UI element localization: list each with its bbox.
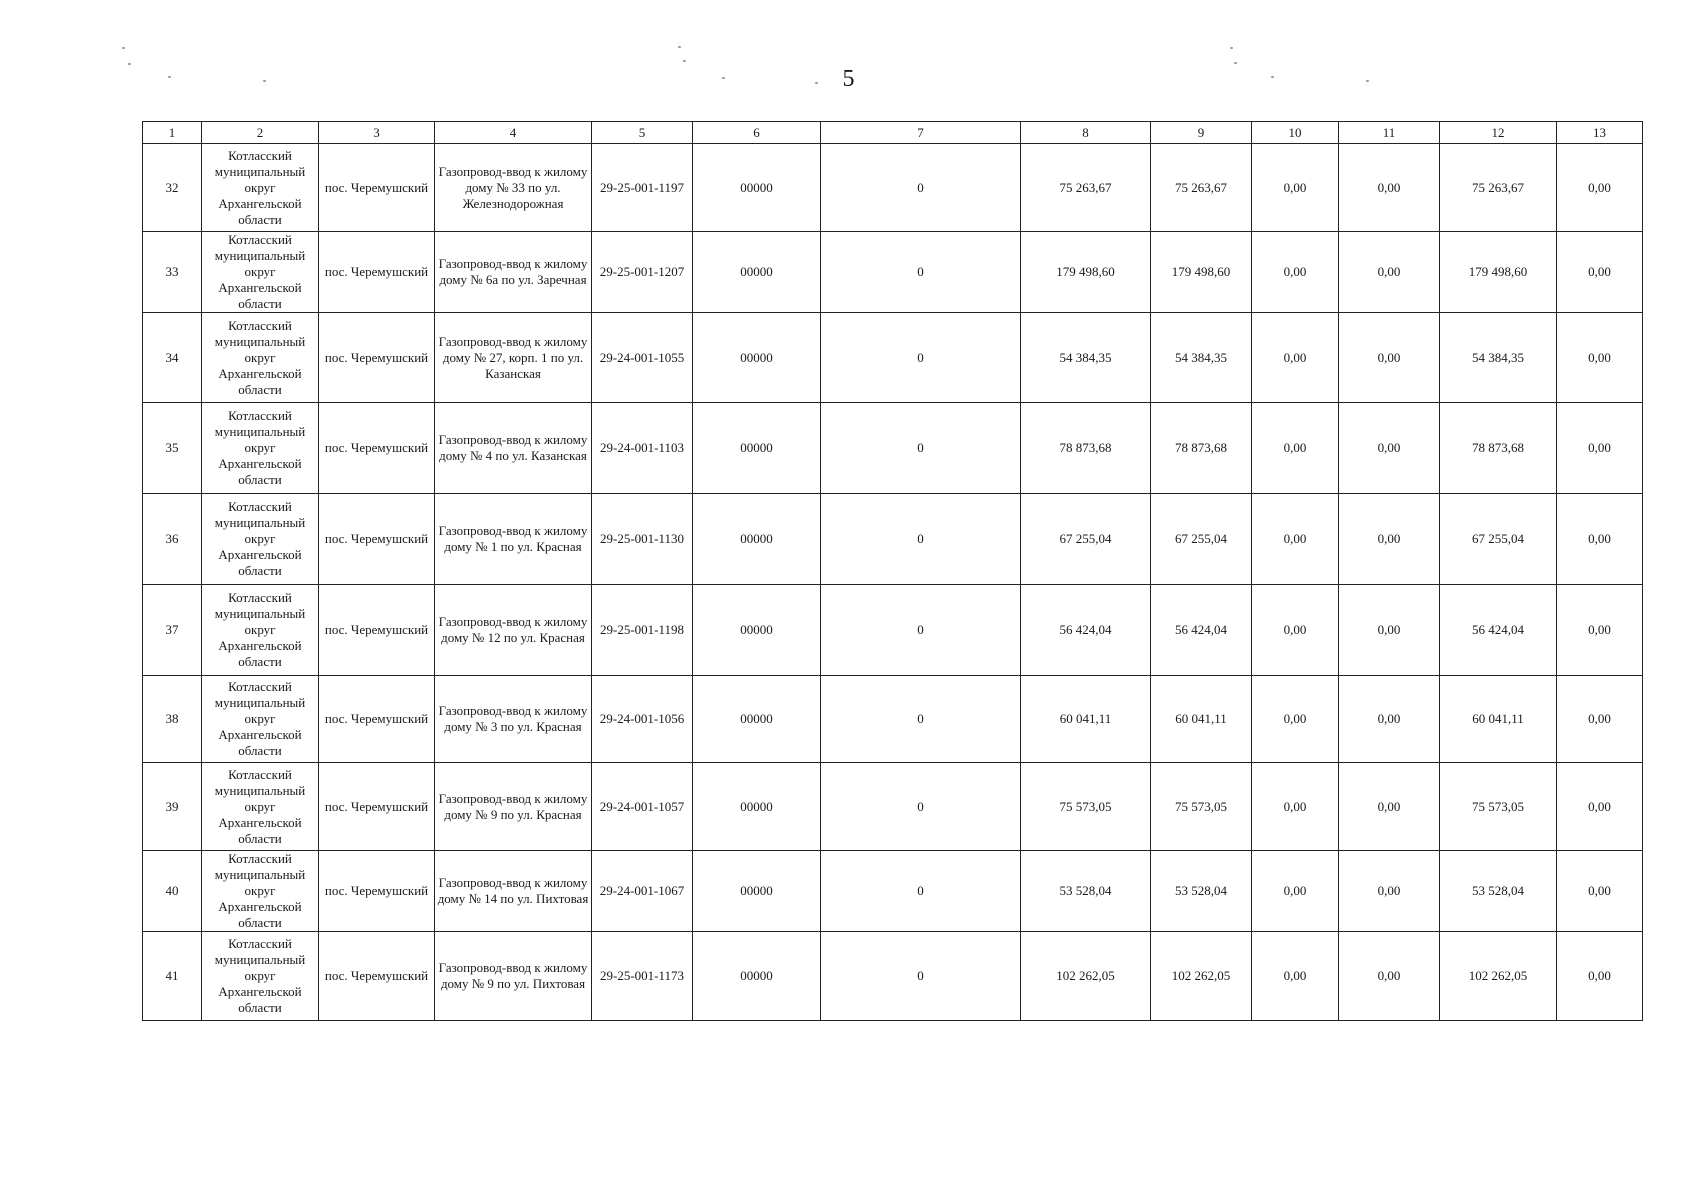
- row-number-cell: 34: [143, 313, 202, 403]
- value-cell-10: 0,00: [1252, 313, 1339, 403]
- value-cell-13: 0,00: [1557, 851, 1643, 932]
- row-number-cell: 38: [143, 676, 202, 763]
- cadastral-number-cell: 29-24-001-1103: [592, 403, 693, 494]
- district-cell: Котласский муниципальный округ Архангельской области: [202, 403, 319, 494]
- district-cell: Котласский муниципальный округ Архангельской области: [202, 932, 319, 1021]
- value-cell-7: 0: [821, 494, 1021, 585]
- value-cell-8: 54 384,35: [1021, 313, 1151, 403]
- column-header: 4: [435, 122, 592, 144]
- value-cell-12: 102 262,05: [1440, 932, 1557, 1021]
- value-cell-11: 0,00: [1339, 851, 1440, 932]
- value-cell-7: 0: [821, 932, 1021, 1021]
- district-cell: Котласский муниципальный округ Архангельской области: [202, 232, 319, 313]
- code-cell: 00000: [693, 494, 821, 585]
- value-cell-11: 0,00: [1339, 676, 1440, 763]
- value-cell-12: 75 573,05: [1440, 763, 1557, 851]
- row-number-cell: 39: [143, 763, 202, 851]
- value-cell-12: 179 498,60: [1440, 232, 1557, 313]
- table-row: [143, 144, 1643, 232]
- district-cell: Котласский муниципальный округ Архангельской области: [202, 144, 319, 232]
- table-row: [143, 232, 1643, 313]
- district-cell: Котласский муниципальный округ Архангельской области: [202, 851, 319, 932]
- value-cell-8: 60 041,11: [1021, 676, 1151, 763]
- settlement-cell: пос. Черемушский: [319, 144, 435, 232]
- object-name-cell: Газопровод-ввод к жилому дому № 1 по ул. Красная: [435, 494, 592, 585]
- value-cell-13: 0,00: [1557, 585, 1643, 676]
- value-cell-7: 0: [821, 313, 1021, 403]
- code-cell: 00000: [693, 403, 821, 494]
- cadastral-number-cell: 29-25-001-1130: [592, 494, 693, 585]
- value-cell-11: 0,00: [1339, 932, 1440, 1021]
- value-cell-13: 0,00: [1557, 403, 1643, 494]
- value-cell-9: 179 498,60: [1151, 232, 1252, 313]
- settlement-cell: пос. Черемушский: [319, 313, 435, 403]
- column-header: 12: [1440, 122, 1557, 144]
- code-cell: 00000: [693, 232, 821, 313]
- value-cell-12: 75 263,67: [1440, 144, 1557, 232]
- district-cell: Котласский муниципальный округ Архангельской области: [202, 763, 319, 851]
- value-cell-12: 54 384,35: [1440, 313, 1557, 403]
- value-cell-11: 0,00: [1339, 403, 1440, 494]
- value-cell-13: 0,00: [1557, 144, 1643, 232]
- value-cell-7: 0: [821, 585, 1021, 676]
- table-row: [143, 932, 1643, 1021]
- code-cell: 00000: [693, 763, 821, 851]
- object-name-cell: Газопровод-ввод к жилому дому № 6а по ул. Заречная: [435, 232, 592, 313]
- object-name-cell: Газопровод-ввод к жилому дому № 33 по ул. Железнодорожная: [435, 144, 592, 232]
- value-cell-13: 0,00: [1557, 494, 1643, 585]
- object-name-cell: Газопровод-ввод к жилому дому № 9 по ул. Пихтовая: [435, 932, 592, 1021]
- cadastral-number-cell: 29-24-001-1067: [592, 851, 693, 932]
- value-cell-7: 0: [821, 851, 1021, 932]
- row-number-cell: 37: [143, 585, 202, 676]
- district-cell: Котласский муниципальный округ Архангельской области: [202, 676, 319, 763]
- value-cell-9: 67 255,04: [1151, 494, 1252, 585]
- table-header: [143, 122, 1643, 144]
- row-number-cell: 32: [143, 144, 202, 232]
- column-header: 7: [821, 122, 1021, 144]
- column-header: 10: [1252, 122, 1339, 144]
- value-cell-8: 102 262,05: [1021, 932, 1151, 1021]
- column-header: 9: [1151, 122, 1252, 144]
- value-cell-7: 0: [821, 232, 1021, 313]
- cadastral-number-cell: 29-25-001-1207: [592, 232, 693, 313]
- column-header: 3: [319, 122, 435, 144]
- cadastral-number-cell: 29-24-001-1055: [592, 313, 693, 403]
- value-cell-13: 0,00: [1557, 232, 1643, 313]
- settlement-cell: пос. Черемушский: [319, 403, 435, 494]
- value-cell-10: 0,00: [1252, 585, 1339, 676]
- value-cell-9: 54 384,35: [1151, 313, 1252, 403]
- value-cell-11: 0,00: [1339, 494, 1440, 585]
- value-cell-12: 60 041,11: [1440, 676, 1557, 763]
- value-cell-12: 78 873,68: [1440, 403, 1557, 494]
- settlement-cell: пос. Черемушский: [319, 585, 435, 676]
- cadastral-number-cell: 29-25-001-1197: [592, 144, 693, 232]
- value-cell-10: 0,00: [1252, 232, 1339, 313]
- value-cell-8: 75 263,67: [1021, 144, 1151, 232]
- object-name-cell: Газопровод-ввод к жилому дому № 14 по ул. Пихтовая: [435, 851, 592, 932]
- value-cell-11: 0,00: [1339, 763, 1440, 851]
- object-name-cell: Газопровод-ввод к жилому дому № 27, корп. 1 по ул. Казанская: [435, 313, 592, 403]
- value-cell-7: 0: [821, 676, 1021, 763]
- settlement-cell: пос. Черемушский: [319, 494, 435, 585]
- code-cell: 00000: [693, 313, 821, 403]
- object-name-cell: Газопровод-ввод к жилому дому № 9 по ул. Красная: [435, 763, 592, 851]
- value-cell-9: 56 424,04: [1151, 585, 1252, 676]
- column-header: 6: [693, 122, 821, 144]
- column-header: 5: [592, 122, 693, 144]
- value-cell-13: 0,00: [1557, 313, 1643, 403]
- value-cell-9: 102 262,05: [1151, 932, 1252, 1021]
- settlement-cell: пос. Черемушский: [319, 932, 435, 1021]
- table-row: [143, 313, 1643, 403]
- settlement-cell: пос. Черемушский: [319, 763, 435, 851]
- column-header: 13: [1557, 122, 1643, 144]
- table-row: [143, 676, 1643, 763]
- cadastral-number-cell: 29-25-001-1198: [592, 585, 693, 676]
- value-cell-8: 179 498,60: [1021, 232, 1151, 313]
- row-number-cell: 40: [143, 851, 202, 932]
- value-cell-12: 56 424,04: [1440, 585, 1557, 676]
- column-header: 11: [1339, 122, 1440, 144]
- table-row: [143, 585, 1643, 676]
- table-row: [143, 763, 1643, 851]
- district-cell: Котласский муниципальный округ Архангельской области: [202, 313, 319, 403]
- table-row: [143, 851, 1643, 932]
- value-cell-10: 0,00: [1252, 763, 1339, 851]
- value-cell-9: 60 041,11: [1151, 676, 1252, 763]
- value-cell-10: 0,00: [1252, 851, 1339, 932]
- page-number: 5: [842, 66, 855, 92]
- code-cell: 00000: [693, 851, 821, 932]
- column-number-row: [143, 122, 1643, 144]
- value-cell-8: 75 573,05: [1021, 763, 1151, 851]
- value-cell-10: 0,00: [1252, 932, 1339, 1021]
- row-number-cell: 41: [143, 932, 202, 1021]
- value-cell-8: 53 528,04: [1021, 851, 1151, 932]
- value-cell-11: 0,00: [1339, 144, 1440, 232]
- code-cell: 00000: [693, 932, 821, 1021]
- value-cell-8: 56 424,04: [1021, 585, 1151, 676]
- registry-table: [142, 121, 1643, 1021]
- value-cell-9: 78 873,68: [1151, 403, 1252, 494]
- cadastral-number-cell: 29-25-001-1173: [592, 932, 693, 1021]
- value-cell-9: 75 573,05: [1151, 763, 1252, 851]
- value-cell-13: 0,00: [1557, 676, 1643, 763]
- cadastral-number-cell: 29-24-001-1057: [592, 763, 693, 851]
- code-cell: 00000: [693, 144, 821, 232]
- code-cell: 00000: [693, 676, 821, 763]
- value-cell-8: 67 255,04: [1021, 494, 1151, 585]
- value-cell-11: 0,00: [1339, 313, 1440, 403]
- object-name-cell: Газопровод-ввод к жилому дому № 4 по ул. Казанская: [435, 403, 592, 494]
- value-cell-7: 0: [821, 403, 1021, 494]
- column-header: 2: [202, 122, 319, 144]
- value-cell-13: 0,00: [1557, 932, 1643, 1021]
- settlement-cell: пос. Черемушский: [319, 851, 435, 932]
- object-name-cell: Газопровод-ввод к жилому дому № 3 по ул. Красная: [435, 676, 592, 763]
- column-header: 8: [1021, 122, 1151, 144]
- value-cell-11: 0,00: [1339, 585, 1440, 676]
- value-cell-8: 78 873,68: [1021, 403, 1151, 494]
- value-cell-10: 0,00: [1252, 494, 1339, 585]
- table-body: [143, 144, 1643, 1021]
- row-number-cell: 36: [143, 494, 202, 585]
- value-cell-7: 0: [821, 763, 1021, 851]
- cadastral-number-cell: 29-24-001-1056: [592, 676, 693, 763]
- value-cell-12: 67 255,04: [1440, 494, 1557, 585]
- value-cell-10: 0,00: [1252, 403, 1339, 494]
- district-cell: Котласский муниципальный округ Архангельской области: [202, 585, 319, 676]
- value-cell-10: 0,00: [1252, 676, 1339, 763]
- row-number-cell: 35: [143, 403, 202, 494]
- value-cell-12: 53 528,04: [1440, 851, 1557, 932]
- value-cell-7: 0: [821, 144, 1021, 232]
- object-name-cell: Газопровод-ввод к жилому дому № 12 по ул. Красная: [435, 585, 592, 676]
- value-cell-13: 0,00: [1557, 763, 1643, 851]
- value-cell-11: 0,00: [1339, 232, 1440, 313]
- code-cell: 00000: [693, 585, 821, 676]
- district-cell: Котласский муниципальный округ Архангельской области: [202, 494, 319, 585]
- value-cell-10: 0,00: [1252, 144, 1339, 232]
- settlement-cell: пос. Черемушский: [319, 676, 435, 763]
- settlement-cell: пос. Черемушский: [319, 232, 435, 313]
- table-row: [143, 403, 1643, 494]
- table-row: [143, 494, 1643, 585]
- row-number-cell: 33: [143, 232, 202, 313]
- column-header: 1: [143, 122, 202, 144]
- value-cell-9: 53 528,04: [1151, 851, 1252, 932]
- value-cell-9: 75 263,67: [1151, 144, 1252, 232]
